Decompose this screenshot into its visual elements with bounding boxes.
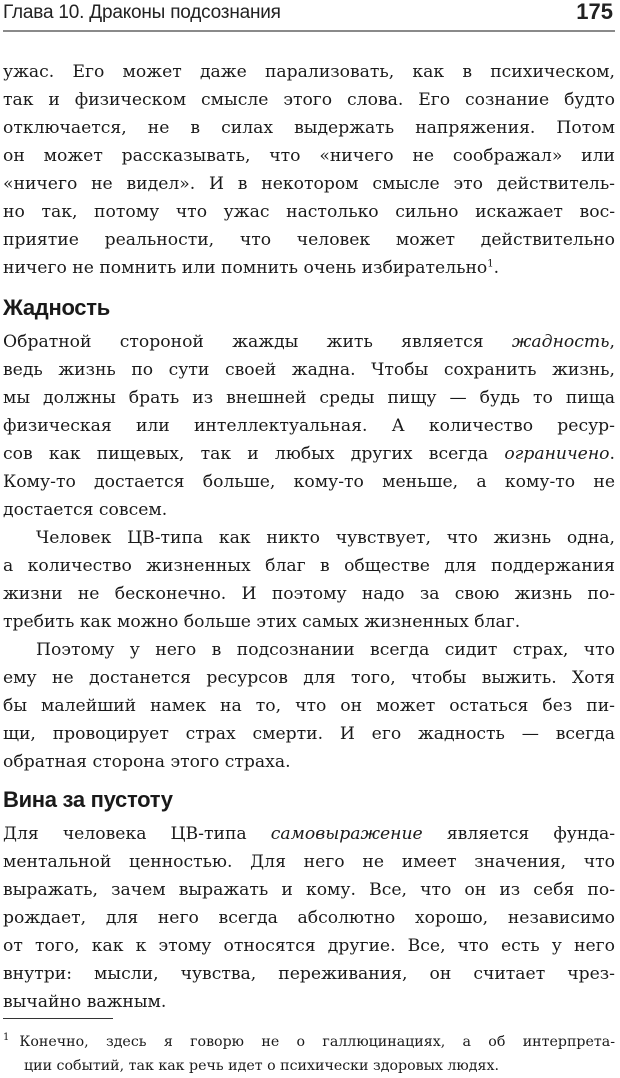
text-line: физическая или интеллектуальная. А количество ресур- [3,416,615,436]
emphasis: ограничено [504,444,610,464]
text-run: Конечно, здесь я говорю не о галлюцинациях, а об интерпрета- [19,1034,615,1050]
footnote [3,1030,615,1078]
emphasis: жадность [511,332,610,352]
text-run: Для человека ЦВ-типа [3,824,271,844]
text-line: ему не достанется ресурсов для того, чтобы выжить. Хотя [3,668,615,688]
page-header [3,0,615,32]
section-heading-guilt: Вина за пустоту [3,787,173,812]
text-line: требить как можно больше этих самых жизненных благ. [3,612,521,632]
text-run: . [493,258,500,278]
section-guilt-body [3,820,615,1016]
chapter-title: Глава 10. Драконы подсознания [3,2,281,23]
footnote-marker: 1 [3,1032,10,1044]
text-line [3,328,615,356]
footnote-ref: 1 [487,258,494,270]
text-run: ничего не помнить или помнить очень избирательно [3,258,488,278]
text-line: а количество жизненных благ в обществе для поддержания [3,556,615,576]
text-run: Обратной стороной жажды жить является [3,332,512,352]
text-line: вычайно важным. [3,992,167,1012]
text-line: мы должны брать из внешней среды пищу — будь то пища [3,388,615,408]
text-run: , [609,332,615,352]
text-line: он может рассказывать, что «ничего не соображал» или [3,146,615,166]
text-line: достается совсем. [3,500,168,520]
text-line: но так, потому что ужас настолько сильно искажает вос- [3,202,615,222]
text-line: ужас. Его может даже парализовать, как в психическом, [3,62,615,82]
footnote-divider [3,1018,113,1019]
text-line: выражать, зачем выражать и кому. Все, что он из себя по- [3,880,615,900]
text-line: отключается, не в силах выдержать напряжения. Потом [3,118,615,138]
text-line: Поэтому у него в подсознании всегда сидит страх, что [36,640,615,660]
text-line: ведь жизнь по сути своей жадна. Чтобы сохранить жизнь, [3,360,615,380]
emphasis: самовыражение [270,824,423,844]
text-line: жизни не бесконечно. И поэтому надо за свою жизнь по- [3,584,615,604]
text-run: является фунда- [422,824,615,844]
text-line: рождает, для него всегда абсолютно хорошо, независимо [3,908,615,928]
text-line: щи, провоцирует страх смерти. И его жадность — всегда [3,724,615,744]
page-number: 175 [576,0,613,24]
text-line [3,820,615,848]
section-greed-body [3,328,615,776]
text-line: «ничего не видел». И в некотором смысле это действитель- [3,174,615,194]
text-run: сов как пищевых, так и любых других всегда [3,444,505,464]
text-line: обратная сторона этого страха. [3,752,291,772]
section-heading-greed: Жадность [3,295,110,320]
text-line: приятие реальности, что человек может действительно [3,230,615,250]
text-line [3,254,615,282]
footnote-line: ции событий, так как речь идет о психически здоровых людях. [24,1058,499,1074]
text-line: Кому-то достается больше, кому-то меньше, а кому-то не [3,472,615,492]
text-line: так и физическом смысле этого слова. Его сознание будто [3,90,615,110]
text-run: . [609,444,615,464]
text-line: от того, как к этому относятся другие. Все, что есть у него [3,936,615,956]
text-line: внутри: мысли, чувства, переживания, он считает чрез- [3,964,615,984]
intro-paragraph [3,58,615,282]
text-line [3,440,615,468]
text-line: Человек ЦВ-типа как никто чувствует, что жизнь одна, [36,528,615,548]
text-line: бы малейший намек на то, что он может остаться без пи- [3,696,615,716]
footnote-line [3,1030,615,1054]
text-line: ментальной ценностью. Для него не имеет значения, что [3,852,615,872]
